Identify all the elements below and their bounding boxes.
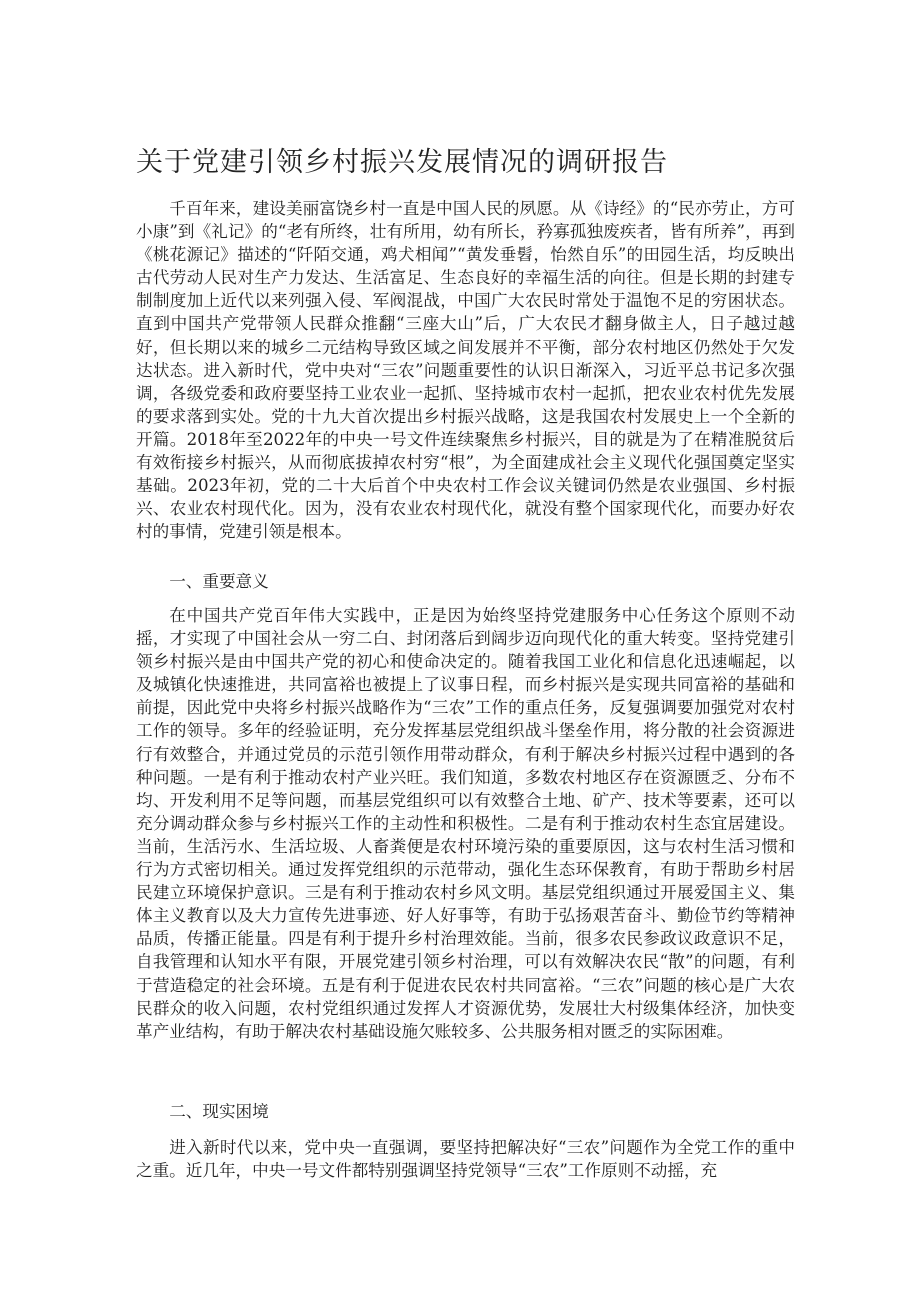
section-1-paragraph: 在中国共产党百年伟大实践中，正是因为始终坚持党建服务中心任务这个原则不动摇，才实现了中国社会从一穷二白、封闭落后到阔步迈向现代化的重大转变。坚持党建引领乡村振兴是由中国共产党的初心和使命决定的。随着我国工业化和信息化迅速崛起，以及城镇化快速推进，共同富裕也被提上了议事日程，而乡村振兴是实现共同富裕的基础和前提，因此党中央将乡村振兴战略作为“三农”工作的重点任务，反复强调要加强党对农村工作的领导。多年的经验证明，充分发挥基层党组织战斗堡垒作用，将分散的社会资源进行有效整合，并通过党员的示范引领作用带动群众，有利于解决乡村振兴过程中遇到的各种问题。一是有利于推动农村产业兴旺。我们知道，多数农村地区存在资源匮乏、分布不均、开发利用不足等问题，而基层党组织可以有效整合土地、矿产、技术等要素，还可以充分调动群众参与乡村振兴工作的主动性和积极性。二是有利于推动农村生态宜居建设。当前，生活污水、生活垃圾、人畜粪便是农村环境污染的重要原因，这与农村生活习惯和行为方式密切相关。通过发挥党组织的示范带动，强化生态环保教育，有助于帮助乡村居民建立环境保护意识。三是有利于推动农村乡风文明。基层党组织通过开展爱国主义、集体主义教育以及大力宣传先进事迹、好人好事等，有助于弘扬艰苦奋斗、勤俭节约等精神品质，传播正能量。四是有利于提升乡村治理效能。当前，很多农民参政议政意识不足，自我管理和认知水平有限，开展党建引领乡村治理，可以有效解决农民“散”的问题，有利于营造稳定的社会环境。五是有利于促进农民农村共同富裕。“三农”问题的核心是广大农民群众的收入问题，农村党组织通过发挥人才资源优势，发展壮大村级集体经济，加快变革产业结构，有助于解决农村基础设施欠账较多、公共服务相对匮乏的实际困难。 (136, 606, 795, 1041)
section-2 (136, 1136, 795, 1182)
section-1-heading: 一、重要意义 (169, 572, 269, 591)
intro-paragraph: 千百年来，建设美丽富饶乡村一直是中国人民的夙愿。从《诗经》的“民亦劳止，方可小康”到《礼记》的“老有所终，壮有所用，幼有所长，矜寡孤独废疾者，皆有所养”，再到《桃花源记》描述的“阡陌交通，鸡犬相闻”“黄发垂髫，怡然自乐”的田园生活，均反映出古代劳动人民对生产力发达、生活富足、生态良好的幸福生活的向往。但是长期的封建专制制度加上近代以来列强入侵、军阀混战，中国广大农民时常处于温饱不足的穷困状态。直到中国共产党带领人民群众推翻“三座大山”后，广大农民才翻身做主人，日子越过越好，但长期以来的城乡二元结构导致区域之间发展并不平衡，部分农村地区仍然处于欠发达状态。进入新时代，党中央对“三农”问题重要性的认识日渐深入，习近平总书记多次强调，各级党委和政府要坚持工业农业一起抓、坚持城市农村一起抓，把农业农村优先发展的要求落到实处。党的十九大首次提出乡村振兴战略，这是我国农村发展史上一个全新的开篇。2018年至2022年的中央一号文件连续聚焦乡村振兴，目的就是为了在精准脱贫后有效衔接乡村振兴，从而彻底拔掉农村穷“根”，为全面建成社会主义现代化强国奠定坚实基础。2023年初，党的二十大后首个中央农村工作会议关键词仍然是农业强国、乡村振兴、农业农村现代化。因为，没有农业农村现代化，就没有整个国家现代化，而要办好农村的事情，党建引领是根本。 (136, 199, 795, 542)
section-2-paragraph: 进入新时代以来，党中央一直强调，要坚持把解决好“三农”问题作为全党工作的重中之重。近几年，中央一号文件都特别强调坚持党领导“三农”工作原则不动摇，充 (136, 1138, 795, 1181)
document-title: 关于党建引领乡村振兴发展情况的调研报告 (136, 147, 668, 178)
section-2-heading: 二、现实困境 (169, 1102, 269, 1121)
section-2-heading-wrap (136, 1100, 795, 1123)
section-1 (136, 604, 795, 1043)
intro-section (136, 197, 795, 543)
section-1-heading-wrap (136, 570, 795, 593)
